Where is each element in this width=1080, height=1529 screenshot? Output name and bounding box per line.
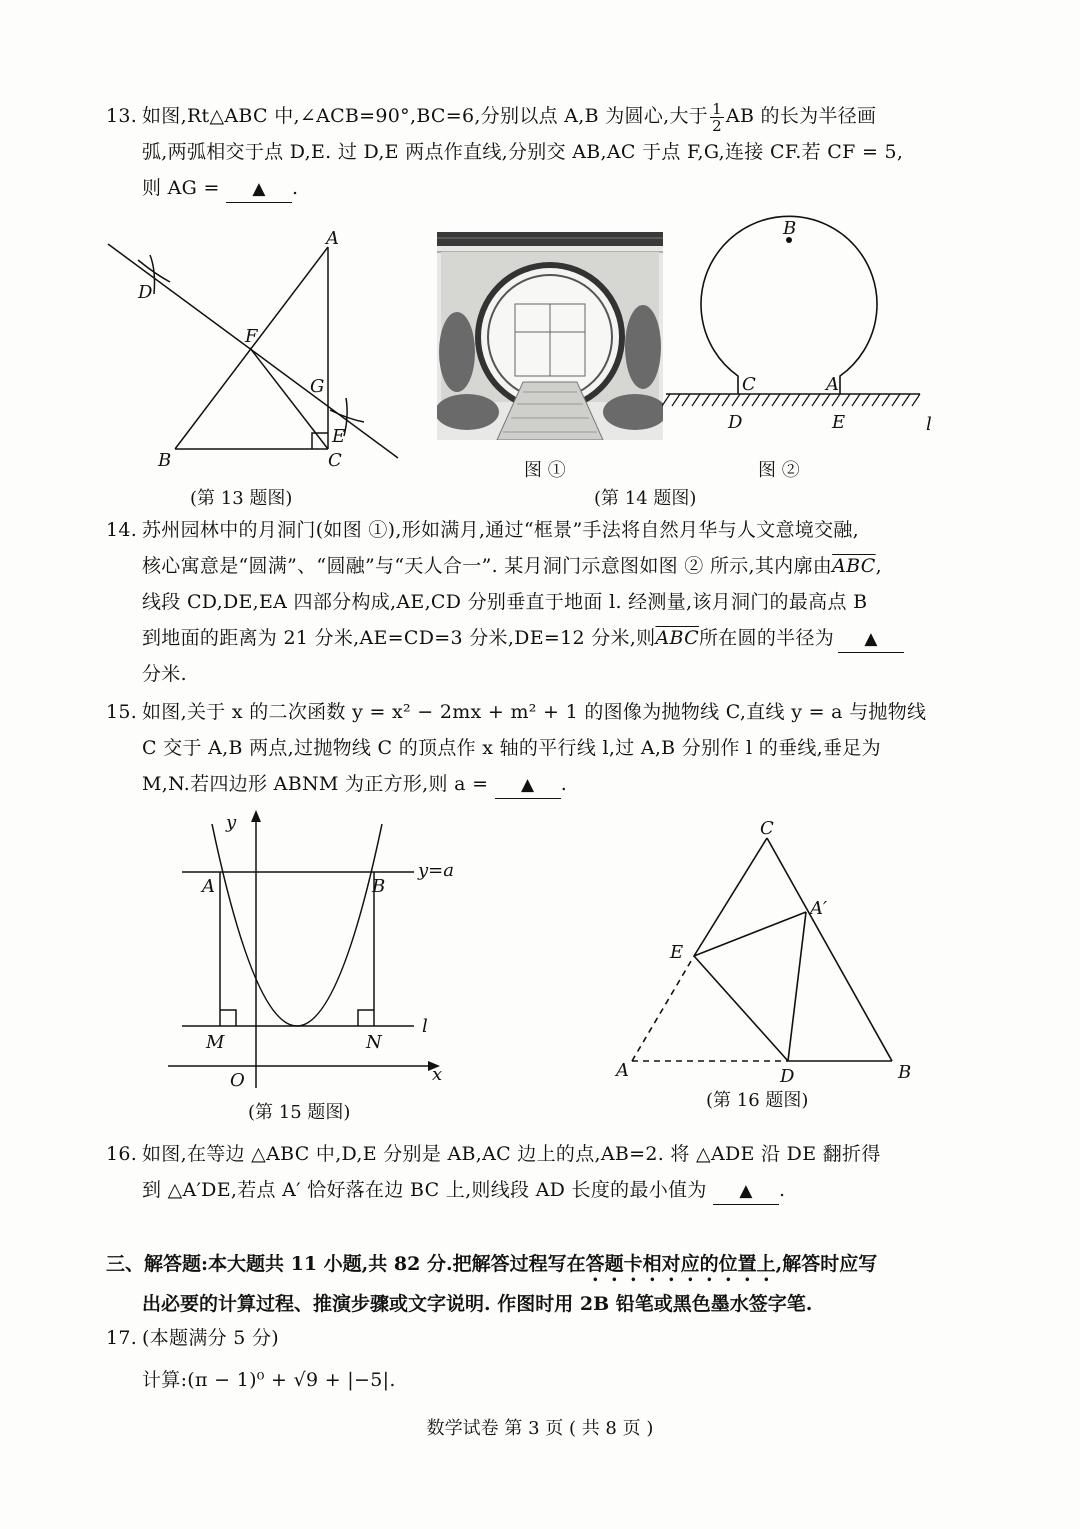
svg-text:A: A [826,374,839,395]
question-15: 15. 如图,关于 x 的二次函数 y = x² − 2mx + m² + 1 的图像为抛物线 C,直线 y = a 与抛物线 C 交于 A,B 两点,过抛物线 C 的顶点作 x 轴的平行线 l,过 A,B 分别作 l 的垂线,垂足为 M,N.若四边形 ABNM 为正方形,则 a = ▲ . [106,694,976,802]
figure-16 [610,816,920,1084]
question-17: 17. (本题满分 5 分) 计算:(π − 1)⁰ + √9 + |−5|. [106,1320,976,1398]
svg-text:N: N [366,1032,382,1053]
figure-14-2-caption: 图 ② [758,460,800,481]
figure-14-2 [662,214,942,454]
answer-blank: ▲ [713,1177,779,1205]
svg-text:A: A [616,1060,629,1081]
svg-text:A′: A′ [810,898,828,919]
question-number: 13. [106,105,138,127]
svg-text:l: l [926,414,932,435]
svg-text:A: A [326,228,339,249]
page-footer: 数学试卷 第 3 页 ( 共 8 页 ) [426,1418,654,1439]
question-number: 16. [106,1143,138,1165]
question-16: 16. 如图,在等边 △ABC 中,D,E 分别是 AB,AC 边上的点,AB=2. 将 △ADE 沿 DE 翻折得 到 △A′DE,若点 A′ 恰好落在边 BC 上,则线段 AD 长度的最小值为 ▲ . [106,1136,976,1208]
svg-text:y=a: y=a [418,860,454,881]
svg-text:x: x [432,1064,443,1085]
svg-text:C: C [742,374,756,395]
svg-text:D: D [728,412,743,433]
svg-text:O: O [230,1070,245,1091]
svg-text:y: y [226,812,237,833]
figure-14-1-caption: 图 ① [524,460,566,481]
figure-13-caption: (第 13 题图) [190,488,293,509]
svg-text:D: D [780,1066,795,1084]
question-14: 14. 苏州园林中的月洞门(如图 ①),形如满月,通过“框景”手法将自然月华与人文意境交融, 核心寓意是“圆满”、“圆融”与“天人合一”. 某月洞门示意图如图 ② 所示,其内廓由$\overline{ABC}$, 线段 CD,DE,EA 四部分构成,AE,CD 分别垂直于地面 l. 经测量,该月洞门的最高点 B 到地面的距离为 21 分米,AE=CD=3 分米,DE=12 分米,则$\overline{ABC}$所在圆的半径为 ▲ 分米. [106,512,976,692]
arc-abc: $\overline{ABC}$ [832,555,876,577]
svg-text:E: E [670,942,684,963]
figure-13 [100,222,410,472]
svg-text:F: F [245,326,258,347]
svg-text:M: M [206,1032,225,1053]
answer-blank: ▲ [226,175,292,203]
svg-text:G: G [310,376,325,397]
svg-text:C: C [328,450,342,471]
svg-text:E: E [832,412,846,433]
figure-15 [160,810,460,1092]
question-13: 13. 如图,Rt△ABC 中,∠ACB=90°,BC=6,分别以点 A,B 为圆心,大于 $\frac{1}{2}$ AB 的长为半径画 弧,两弧相交于点 D,E. 过 D,E 两点作直线,分别交 AB,AC 于点 F,G,连接 CF.若 CF = 5, 则 AG = ▲ . [106,98,976,206]
moon-gate-illustration [437,232,663,440]
svg-text:l: l [422,1016,428,1037]
section-3-header: 三、解答题:本大题共 11 小题,共 82 分.把解答过程写在答题卡相对应的位置上,解答时应写 出必要的计算过程、推演步骤或文字说明. 作图时用 2B 铅笔或黑色墨水签字笔. [106,1253,878,1315]
figure-15-caption: (第 15 题图) [248,1102,351,1123]
question-number: 17. [106,1327,138,1349]
svg-text:D: D [138,282,153,303]
svg-text:B: B [372,876,386,897]
fraction-half: $\frac{1}{2}$ [712,99,722,135]
svg-text:B: B [783,218,797,239]
svg-text:B: B [898,1062,912,1083]
answer-blank: ▲ [838,625,904,653]
figure-14-caption: (第 14 题图) [594,488,697,509]
figure-16-caption: (第 16 题图) [706,1090,809,1111]
svg-text:A: A [202,876,215,897]
svg-text:E: E [332,426,346,447]
answer-blank: ▲ [495,771,561,799]
svg-text:B: B [158,450,172,471]
svg-text:C: C [760,818,774,839]
question-number: 14. [106,519,138,541]
question-number: 15. [106,701,138,723]
